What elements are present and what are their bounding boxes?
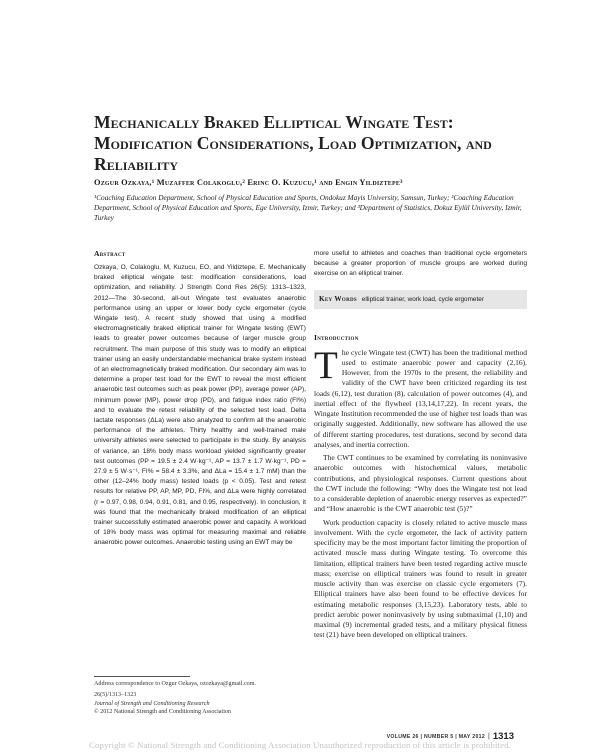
author-affiliations: ¹Coaching Education Department, School of Physical Education and Sports, Ondokuz Mayis University, Samsun, Turkey; ²Coaching Education Department, School of Physical Education and Sports, Ege University, Izmir, Turkey; and ³Department of Statistics, Dokuz Eylül University, Izmir, Turkey — [94, 193, 522, 222]
article-title: Mechanically Braked Elliptical Wingate Test: Modification Considerations, Load Optimization, and Reliability — [94, 112, 492, 174]
abstract-heading: Abstract — [94, 249, 126, 258]
footnotes — [94, 680, 306, 717]
footnote-copyright: © 2012 National Strength and Conditioning Association — [94, 709, 231, 716]
issue-info: VOLUME 26 | NUMBER 5 | MAY 2012 — [386, 733, 486, 740]
footnote-divider — [94, 676, 190, 677]
page-number: 1313 — [492, 731, 514, 742]
abstract-continuation: more useful to athletes and coaches than traditional cycle ergometers because a greater proportion of muscle groups are worked during exercise on an elliptical trainer. — [314, 250, 527, 278]
journal-name: Journal of Strength and Conditioning Research — [94, 700, 210, 707]
keywords-text: elliptical trainer, work load, cycle ergometer — [361, 295, 484, 303]
keywords-label: Key Words — [319, 294, 357, 303]
intro-paragraph-1-text: he cycle Wingate test (CWT) has been the traditional method used to estimate anaerobic power and capacity (2,16). However, from the 1970s to the present, the reliability and validity of the CWT have been criticized regarding its test loads (6,12), test duration (8), calculation of power outcomes (4), and inertial effect of the flywheel (13,14,17,22). In recent years, the Wingate Institution recommended the use of higher test loads than was originally suggested. Additionally, new software has allowed the use of different starting procedures, test durations, second by second data analyses, and inertia correction. — [314, 347, 527, 449]
intro-paragraph-2: The CWT continues to be examined by correlating its noninvasive anaerobic outcomes with histochemical values, metabolic contributions, and physiological responses. Current questions about the CWT include the following: “Why does the Wingate test not lead to a considerable depletion of anaerobic energy reserves as expected?” and “How anaerobic is the CWT anaerobic test (5)?” — [314, 453, 527, 514]
intro-paragraph-3: Work production capacity is closely related to active muscle mass involvement. With the cycle ergometer, the lack of activity pattern specificity may be the most important factor limiting the proportion of activated muscle mass during Wingate testing. To overcome this limitation, elliptical trainers have been tested regarding active muscle mass; exercise on elliptical trainers was found to result in greater muscle activity than was exercise on classic cycle ergometers (7). Elliptical trainers have also been found to be effective devices for estimating metabolic responses (3,15,23). Laboratory tests, able to predict aerobic power noninvasively by using submaximal (1,10) and maximal (9) incremental graded tests, and a military physical fitness test (21) have been developed on elliptical trainers. — [314, 517, 527, 640]
abstract-text: Ozkaya, O, Colakoglu, M, Kuzucu, EO, and Yildiztepe, E. Mechanically braked elliptical wingate test: modification considerations, load optimization, and reliability. J Strength Cond Res 26(5): 1313–1323, 2012—The 30-second, all-out Wingate test evaluates anaerobic performance using an upper or lower body cycle ergometer (cycle Wingate test). A recent study showed that using a modified electromagnetically braked elliptical trainer for Wingate testing (EWT) leads to greater power outcomes because of larger muscle group recruitment. The main purpose of this study was to modify an elliptical trainer using an easily understandable mechanical brake system instead of an electromagnetically braked modification. Our secondary aim was to determine a proper test load for the EWT to reveal the most efficient anaerobic test outcomes such as peak power (PP), average power (AP), minimum power (MP), power drop (PD), and fatigue index ratio (FI%) and to evaluate the retest reliability of the selected test load. Delta lactate responses (ΔLa) were also analyzed to confirm all the anaerobic performance of the athletes. Thirty healthy and well-trained male university athletes were selected to participate in the study. By analysis of variance, an 18% body mass workload yielded significantly greater test outcomes (PP = 19.5 ± 2.4 W·kg⁻¹, AP = 13.7 ± 1.7 W·kg⁻¹, PD = 27.9 ± 5 W·s⁻¹, FI% = 58.4 ± 3.3%, and ΔLa = 15.4 ± 1.7 mM) than the other (12–24% body mass) tested loads (p < 0.05). Test and retest results for relative PP, AP, MP, PD, FI%, and ΔLa were highly correlated (r = 0.97, 0.98, 0.94, 0.91, 0.81, and 0.95, respectively). In conclusion, it was found that the mechanically braked modification of an elliptical trainer successfully estimated anaerobic power and capacity. A workload of 18% body mass was optimal for measuring maximal and reliable anaerobic power outcomes. Anaerobic testing using an EWT may be — [94, 264, 306, 547]
intro-paragraph-1 — [314, 343, 527, 451]
keywords-box — [314, 290, 527, 309]
drop-cap: T — [314, 343, 338, 387]
footer-separator: | — [488, 733, 490, 740]
author-list: Ozgur Ozkaya,¹ Muzaffer Colakoglu,² Erinc O. Kuzucu,¹ and Engin Yildiztepe³ — [94, 178, 403, 187]
right-column — [314, 249, 527, 641]
copyright-watermark: Copyright © National Strength and Conditioning Association Unauthorized reproduction of this article is prohibited. — [89, 740, 511, 750]
citation-code: 26(5)/1313–1323 — [94, 692, 137, 699]
left-column — [94, 249, 306, 549]
correspondence-note: Address correspondence to Ozgur Ozkaya, ozozkaya@gmail.com. — [94, 681, 256, 687]
introduction-heading: Introduction — [314, 332, 359, 342]
